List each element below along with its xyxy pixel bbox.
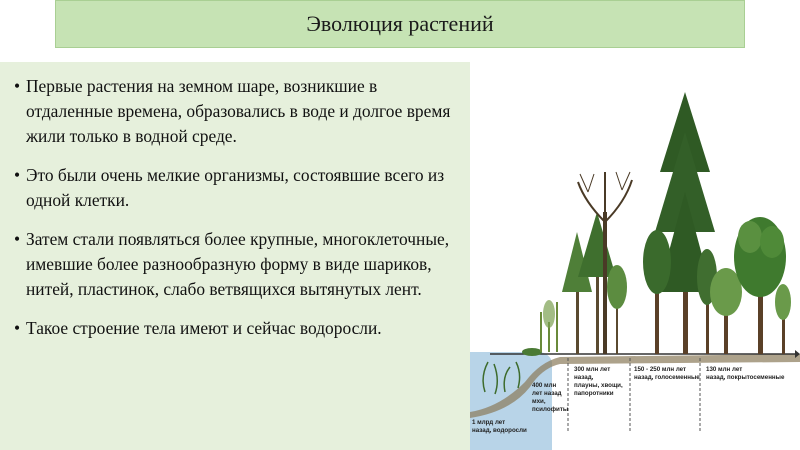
- bullet-dot: •: [14, 318, 21, 338]
- deciduous-tree-icon: [710, 217, 791, 354]
- svg-text:мхи,: мхи,: [532, 398, 546, 405]
- text-panel: [0, 62, 470, 450]
- svg-text:назад, покрытосеменные: назад, покрытосеменные: [706, 374, 785, 381]
- bullet-dot: •: [14, 165, 21, 185]
- svg-text:псилофиты: псилофиты: [532, 406, 569, 413]
- moss-icon: [522, 300, 558, 356]
- bullet-item: [14, 163, 460, 213]
- bullet-item: [14, 74, 460, 149]
- svg-text:папоротники: папоротники: [574, 390, 614, 397]
- bullet-dot: •: [14, 76, 21, 96]
- bullet-dot: •: [14, 229, 21, 249]
- svg-text:130 млн лет: 130 млн лет: [706, 366, 743, 373]
- bullet-text: Затем стали появляться более крупные, многоклеточные, имевшие более разнообразную форму в виде шариков, нитей, пластинок, слабо ветвящихся вытянутых лент.: [26, 229, 450, 299]
- svg-text:назад,: назад,: [574, 374, 594, 381]
- bullet-text: Первые растения на земном шаре, возникшие в отдаленные времена, образовались в воде и долгое время жили только в водной среде.: [26, 76, 451, 146]
- svg-text:150 - 250 млн лет: 150 - 250 млн лет: [634, 366, 687, 373]
- era-label-gymnosperms: [634, 366, 700, 381]
- plant-evolution-illustration: [470, 62, 800, 450]
- conifer-icon: [643, 92, 717, 354]
- slide-title: Эволюция растений: [306, 11, 494, 36]
- bullet-item: [14, 227, 460, 302]
- title-bar: [55, 0, 745, 48]
- bullet-text: Такое строение тела имеют и сейчас водоросли.: [26, 318, 382, 338]
- svg-text:плауны, хвощи,: плауны, хвощи,: [574, 382, 623, 389]
- era-label-angiosperms: [706, 366, 785, 381]
- fern-icon: [562, 212, 627, 354]
- svg-text:лет назад: лет назад: [532, 390, 562, 397]
- svg-text:назад, голосеменные: назад, голосеменные: [634, 374, 700, 381]
- svg-text:назад, водоросли: назад, водоросли: [472, 427, 527, 434]
- svg-text:300 млн лет: 300 млн лет: [574, 366, 611, 373]
- bullet-list: [14, 74, 460, 341]
- svg-text:1 млрд лет: 1 млрд лет: [472, 419, 506, 426]
- bullet-text: Это были очень мелкие организмы, состоявшие всего из одной клетки.: [26, 165, 445, 210]
- bullet-item: [14, 316, 460, 341]
- svg-text:400 млн: 400 млн: [532, 382, 557, 389]
- evolution-diagram: [470, 62, 800, 450]
- era-label-ferns: [574, 366, 623, 397]
